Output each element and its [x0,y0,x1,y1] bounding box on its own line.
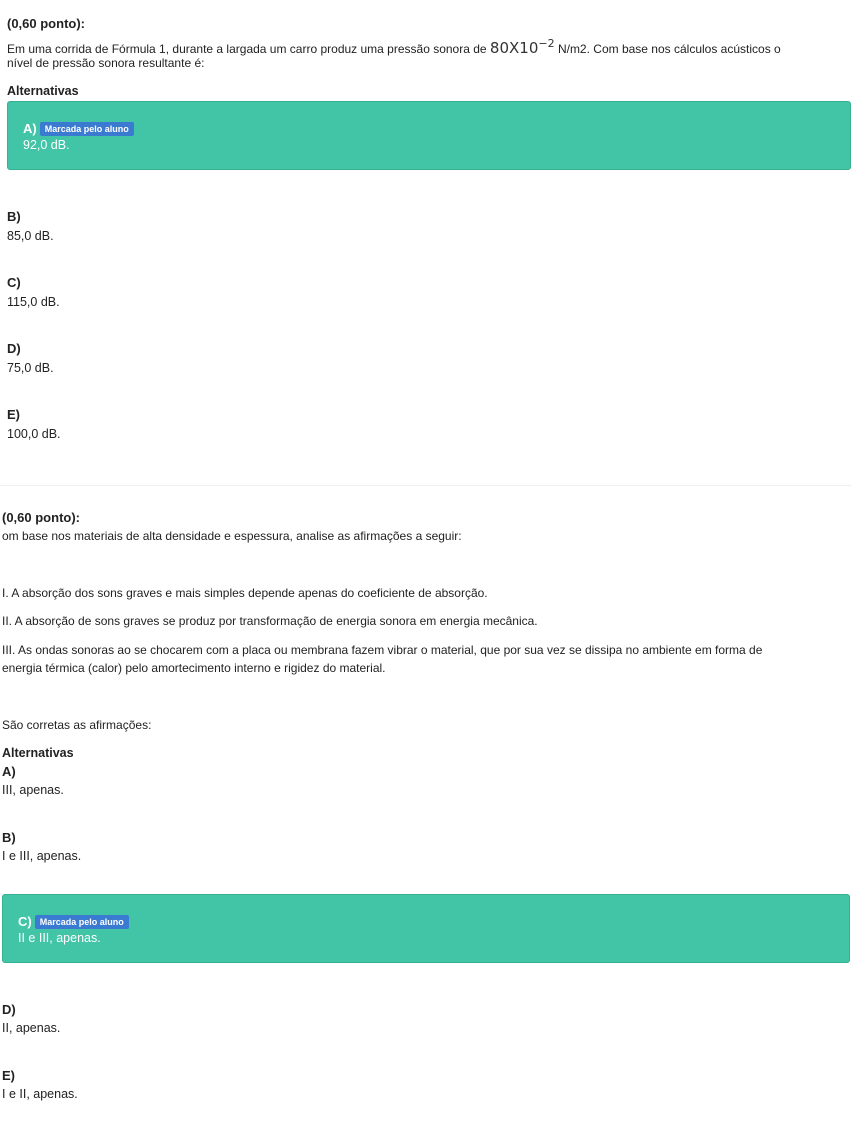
q2-points: (0,60 ponto): [2,510,80,525]
q1-points: (0,60 ponto): [7,16,85,31]
q2-option-d-letter: D) [2,1002,16,1017]
q2-option-b-text: I e III, apenas. [2,849,82,863]
q2-option-c-text: II e III, apenas. [18,931,101,945]
q1-option-b[interactable] [7,209,54,243]
q1-option-c-text: 115,0 dB. [7,295,60,309]
q2-option-c[interactable] [2,894,850,963]
q2-statement-2: II. A absorção de sons graves se produz por transformação de energia sonora em energia mecânica. [2,614,538,628]
q1-option-b-text: 85,0 dB. [7,229,54,243]
q2-prompt: São corretas as afirmações: [2,718,152,732]
q1-option-e-text: 100,0 dB. [7,427,61,441]
q1-option-d[interactable] [7,341,54,375]
q2-statement-1: I. A absorção dos sons graves e mais simples depende apenas do coeficiente de absorção. [2,586,488,600]
q2-alternatives-title: Alternativas [2,746,74,760]
q1-option-e[interactable] [7,407,61,441]
q2-intro: om base nos materiais de alta densidade e espessura, analise as afirmações a seguir: [2,529,462,543]
q2-option-e-text: I e II, apenas. [2,1087,78,1101]
q1-option-e-letter: E) [7,407,20,422]
q2-option-b-letter: B) [2,830,16,845]
q2-option-a-letter: A) [2,764,16,779]
marked-badge: Marcada pelo aluno [35,915,129,929]
q1-option-a-text: 92,0 dB. [23,138,70,152]
q2-option-b[interactable] [2,830,81,863]
q1-statement-line2: nível de pressão sonora resultante é: [7,56,205,70]
q1-text-after: N/m2. Com base nos cálculos acústicos o [557,42,781,56]
q1-option-a[interactable] [7,101,851,170]
q2-option-e-letter: E) [2,1068,15,1083]
q2-statement-3: III. As ondas sonoras ao se chocarem com a placa ou membrana fazem vibrar o material, que por sua vez se dissipa no ambiente em forma de [2,643,763,657]
question-divider [0,485,851,486]
q2-option-a-text: III, apenas. [2,783,64,797]
q2-option-e[interactable] [2,1068,78,1101]
q2-option-c-letter: C) [18,914,32,929]
q1-option-d-text: 75,0 dB. [7,361,54,375]
q2-option-a[interactable] [2,764,64,797]
q1-alternatives-title: Alternativas [7,84,79,98]
q2-option-d[interactable] [2,1002,60,1035]
marked-badge: Marcada pelo aluno [40,122,134,136]
q2-option-d-text: II, apenas. [2,1021,61,1035]
q1-option-b-letter: B) [7,209,21,224]
q1-text-before: Em uma corrida de Fórmula 1, durante a largada um carro produz uma pressão sonora de [7,42,487,56]
q1-option-c[interactable] [7,275,60,309]
q2-statement-3-cont: energia térmica (calor) pelo amortecimento interno e rigidez do material. [2,661,386,675]
q1-option-a-letter: A) [23,121,37,136]
q1-option-d-letter: D) [7,341,21,356]
q1-option-c-letter: C) [7,275,21,290]
q1-formula: $80X10^{-2}$ [489,37,555,57]
